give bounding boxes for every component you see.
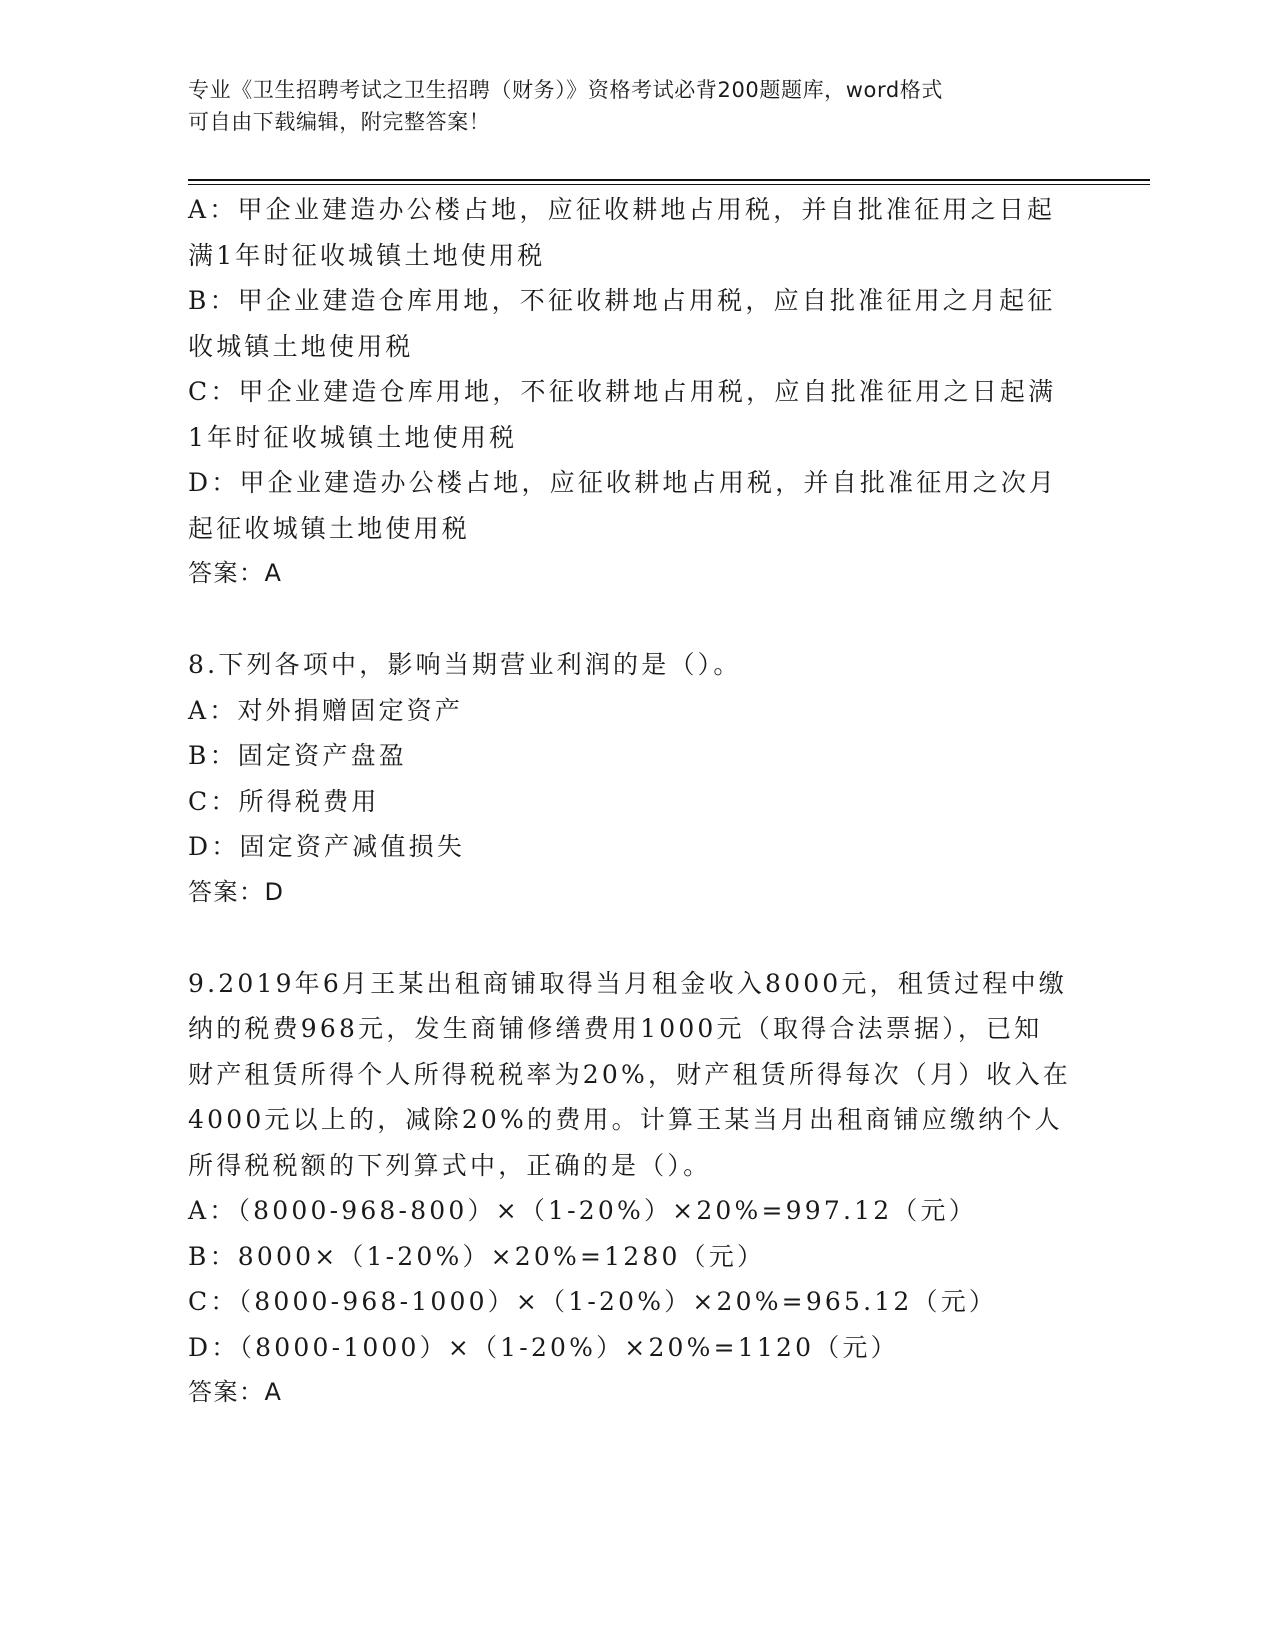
q9-stem-line-4: 4000元以上的，减除20%的费用。计算王某当月出租商铺应缴纳个人 xyxy=(188,1105,1063,1134)
q7-option-a-line-1: A：甲企业建造办公楼占地，应征收耕地占用税，并自批准征用之日起 xyxy=(188,195,1056,224)
header-title-line-1: 专业《卫生招聘考试之卫生招聘（财务）》资格考试必背200题题库，word格式 xyxy=(188,78,943,102)
header-title-line-2: 可自由下载编辑，附完整答案！ xyxy=(188,110,491,134)
q7-option-c-line-1: C：甲企业建造仓库用地，不征收耕地占用税，应自批准征用之日起满 xyxy=(188,377,1057,406)
document-body xyxy=(188,187,1088,1416)
q9-stem-line-1: 9.2019年6月王某出租商铺取得当月租金收入8000元，租赁过程中缴 xyxy=(188,968,1068,998)
q8-answer: 答案：D xyxy=(188,877,285,906)
question-8 xyxy=(188,642,1088,915)
q9-option-a: A：（8000-968-800）×（1-20%）×20%=997.12（元） xyxy=(188,1196,977,1225)
q7-option-b-line-2: 收城镇土地使用税 xyxy=(188,331,414,361)
document-header xyxy=(188,74,1088,138)
q8-option-d: D：固定资产减值损失 xyxy=(188,832,466,861)
q9-stem-line-5: 所得税税额的下列算式中，正确的是（）。 xyxy=(188,1150,712,1180)
q9-option-c: C：（8000-968-1000）×（1-20%）×20%=965.12（元） xyxy=(188,1287,998,1316)
q7-option-d-line-1: D：甲企业建造办公楼占地，应征收耕地占用税，并自批准征用之次月 xyxy=(188,468,1058,497)
q9-option-b: B：8000×（1-20%）×20%=1280（元） xyxy=(188,1241,766,1271)
q9-option-d: D：（8000-1000）×（1-20%）×20%=1120（元） xyxy=(188,1332,899,1362)
q8-option-a: A：对外捐赠固定资产 xyxy=(188,695,464,725)
header-divider-thin xyxy=(188,184,1150,185)
q7-option-a-line-2: 满1年时征收城镇土地使用税 xyxy=(188,240,546,270)
question-9 xyxy=(188,961,1088,1416)
q7-answer: 答案：A xyxy=(188,559,283,587)
q8-option-c: C：所得税费用 xyxy=(188,786,380,816)
q7-option-c-line-2: 1年时征收城镇土地使用税 xyxy=(188,422,518,452)
q7-option-d-line-2: 起征收城镇土地使用税 xyxy=(188,513,471,543)
q9-answer: 答案：A xyxy=(188,1378,283,1406)
spacer xyxy=(188,915,1088,961)
q7-option-b-line-1: B：甲企业建造仓库用地，不征收耕地占用税，应自批准征用之月起征 xyxy=(188,286,1056,315)
q8-option-b: B：固定资产盘盈 xyxy=(188,741,407,770)
header-divider-thick xyxy=(188,179,1150,181)
spacer xyxy=(188,597,1088,643)
q8-stem: 8.下列各项中，影响当期营业利润的是（）。 xyxy=(188,650,742,679)
question-7-options xyxy=(188,187,1088,597)
q9-stem-line-2: 纳的税费968元，发生商铺修缮费用1000元（取得合法票据），已知 xyxy=(188,1014,1043,1043)
q9-stem-line-3: 财产租赁所得个人所得税税率为20%，财产租赁所得每次（月）收入在 xyxy=(188,1059,1071,1089)
